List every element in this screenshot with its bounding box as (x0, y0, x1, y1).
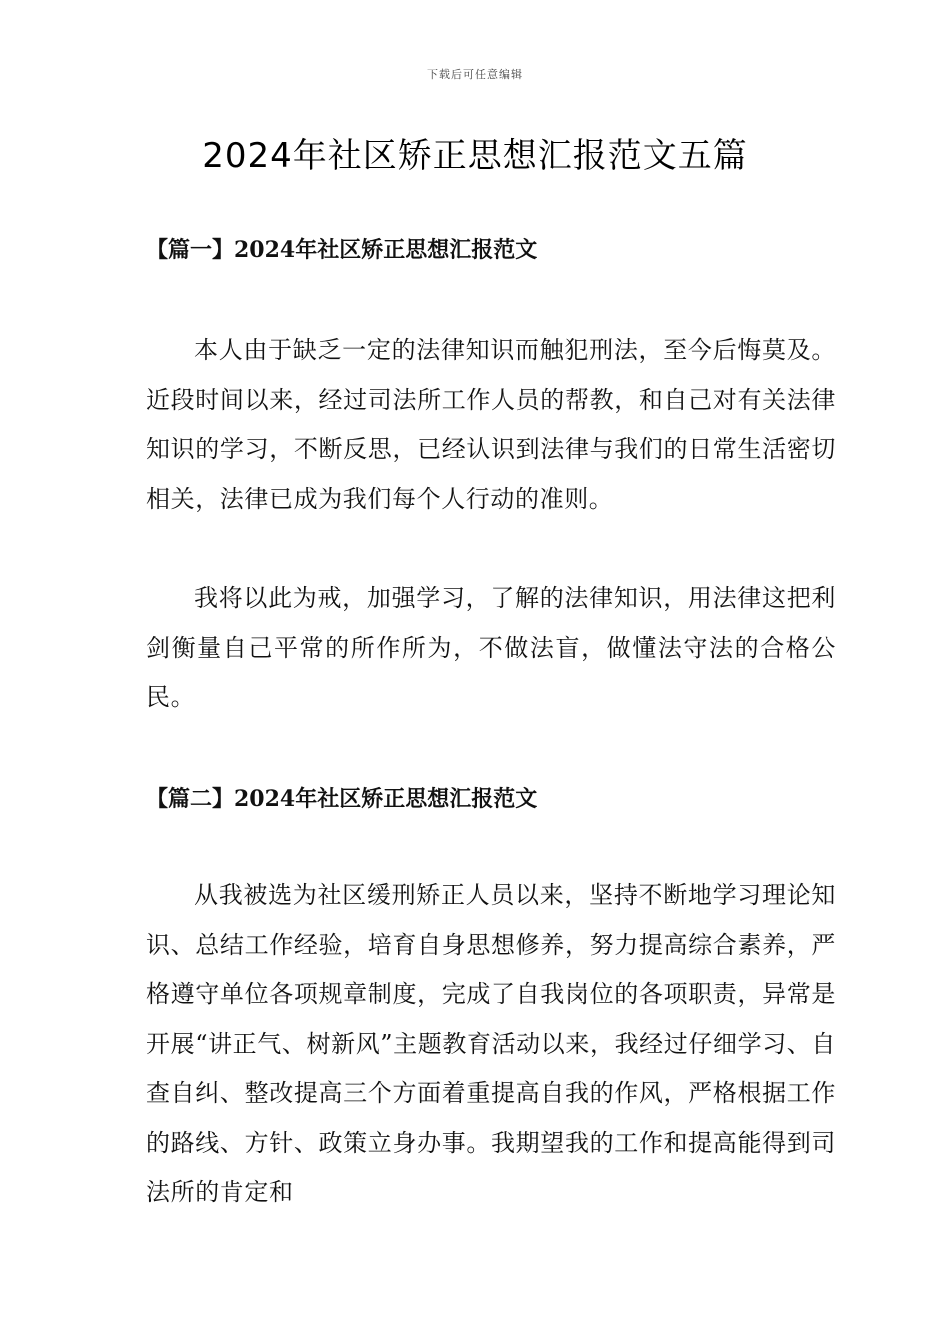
section-heading-2: 【篇二】2024年社区矫正思想汇报范文 (146, 786, 538, 812)
section-1-paragraph-1: 本人由于缺乏一定的法律知识而触犯刑法，至今后悔莫及。近段时间以来，经过司法所工作人员的帮教，和自己对有关法律知识的学习，不断反思，已经认识到法律与我们的日常生活密切相关，法律已成为我们每个人行动的准则。 (146, 336, 836, 513)
section-2-paragraph-1: 从我被选为社区缓刑矫正人员以来，坚持不断地学习理论知识、总结工作经验，培育自身思想修养，努力提高综合素养，严格遵守单位各项规章制度，完成了自我岗位的各项职责，异常是开展“讲正气、树新风”主题教育活动以来，我经过仔细学习、自查自纠、整改提高三个方面着重提高自我的作风，严格根据工作的路线、方针、政策立身办事。我期望我的工作和提高能得到司法所的肯定和 (146, 881, 836, 1206)
document-title: 2024年社区矫正思想汇报范文五篇 (202, 136, 748, 176)
section-heading-1: 【篇一】2024年社区矫正思想汇报范文 (146, 237, 538, 263)
header-note: 下载后可任意编辑 (427, 68, 523, 81)
section-1-paragraph-2: 我将以此为戒，加强学习，了解的法律知识，用法律这把利剑衡量自己平常的所作所为，不做法盲，做懂法守法的合格公民。 (146, 584, 836, 711)
